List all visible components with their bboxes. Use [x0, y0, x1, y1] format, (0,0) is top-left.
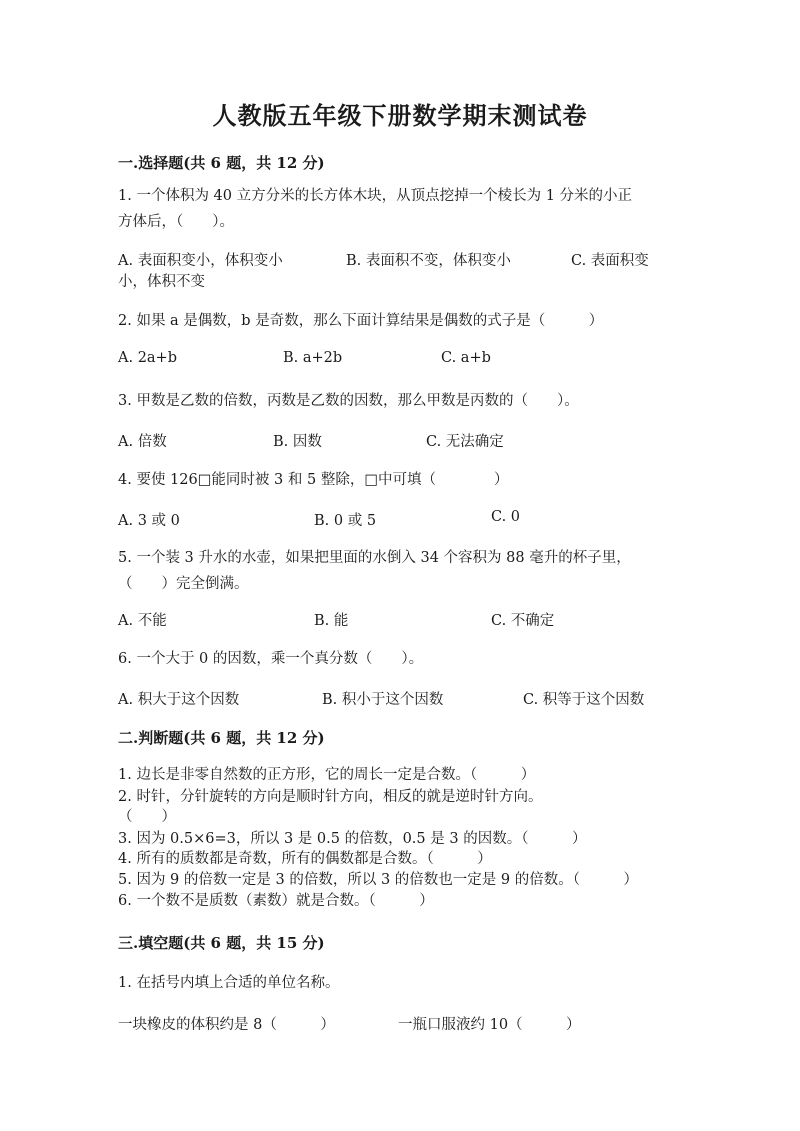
fill-question-1: 1. 在括号内填上合适的单位名称。 [118, 975, 340, 991]
option-a: A. 积大于这个因数 [118, 692, 240, 708]
option-a: A. 倍数 [118, 434, 167, 450]
question-text: （ ）完全倒满。 [118, 576, 249, 592]
option-c: C. 表面积变 [571, 253, 649, 269]
judgement-item: 5. 因为 9 的倍数一定是 3 的倍数，所以 3 的倍数也一定是 9 的倍数。（ ） [118, 872, 638, 888]
option-a: A. 不能 [118, 613, 167, 629]
option-b: B. 积小于这个因数 [322, 692, 444, 708]
question-4: 4. 要使 126□能同时被 3 和 5 整除，□中可填（ ） [118, 472, 509, 488]
judgement-item: 3. 因为 0.5×6=3，所以 3 是 0.5 的倍数，0.5 是 3 的因数。（ ） [118, 831, 587, 847]
option-c: C. 无法确定 [426, 434, 504, 450]
question-3: 3. 甲数是乙数的倍数，丙数是乙数的因数，那么甲数是丙数的（ ）。 [118, 393, 579, 409]
question-5 [118, 545, 688, 597]
section-heading-choice: 一.选择题(共 6 题，共 12 分) [118, 154, 325, 172]
option-a: A. 2a+b [118, 350, 177, 366]
question-2: 2. 如果 a 是偶数，b 是奇数，那么下面计算结果是偶数的式子是（ ） [118, 313, 604, 329]
option-c: C. 不确定 [491, 613, 555, 629]
page-title: 人教版五年级下册数学期末测试卷 [212, 101, 588, 130]
options-q5 [118, 609, 698, 633]
section-heading-judgement: 二.判断题(共 6 题，共 12 分) [118, 729, 325, 747]
section-heading-fill-in: 三.填空题(共 6 题，共 15 分) [118, 934, 325, 952]
option-b: B. 0 或 5 [314, 513, 377, 529]
option-c-continued: 小，体积不变 [118, 274, 205, 290]
option-c: C. 积等于这个因数 [523, 692, 645, 708]
option-b: B. a+2b [283, 350, 343, 366]
judgement-item-continued: （ ） [118, 809, 176, 825]
option-a: A. 表面积变小，体积变小 [118, 253, 283, 269]
option-c: C. 0 [491, 509, 521, 525]
question-text: 1. 一个体积为 40 立方分米的长方体木块，从顶点挖掉一个棱长为 1 分米的小正 [118, 188, 633, 204]
fill-blank-eraser: 一块橡皮的体积约是 8（ ） [118, 1017, 335, 1033]
judgement-item: 4. 所有的质数都是奇数，所有的偶数都是合数。（ ） [118, 851, 492, 867]
judgement-item: 2. 时针，分针旋转的方向是顺时针方向，相反的就是逆时针方向。 [118, 789, 543, 805]
judgement-item: 1. 边长是非零自然数的正方形，它的周长一定是合数。（ ） [118, 767, 536, 783]
question-6: 6. 一个大于 0 的因数，乘一个真分数（ ）。 [118, 651, 424, 667]
options-q3 [118, 430, 698, 454]
options-q4 [118, 509, 698, 533]
option-a: A. 3 或 0 [118, 513, 180, 529]
option-b: B. 表面积不变，体积变小 [346, 253, 511, 269]
question-text: 方体后，（ ）。 [118, 214, 234, 230]
option-b: B. 因数 [273, 434, 322, 450]
options-q2 [118, 350, 698, 374]
fill-blank-oral-liquid: 一瓶口服液约 10（ ） [398, 1017, 581, 1033]
question-1 [118, 183, 688, 235]
options-q1-continued [118, 270, 698, 294]
options-q6 [118, 688, 698, 712]
judgement-item: 6. 一个数不是质数（素数）就是合数。（ ） [118, 893, 434, 909]
option-b: B. 能 [314, 613, 349, 629]
option-c: C. a+b [441, 350, 491, 366]
question-text: 5. 一个装 3 升水的水壶，如果把里面的水倒入 34 个容积为 88 毫升的杯子里， [118, 550, 631, 566]
